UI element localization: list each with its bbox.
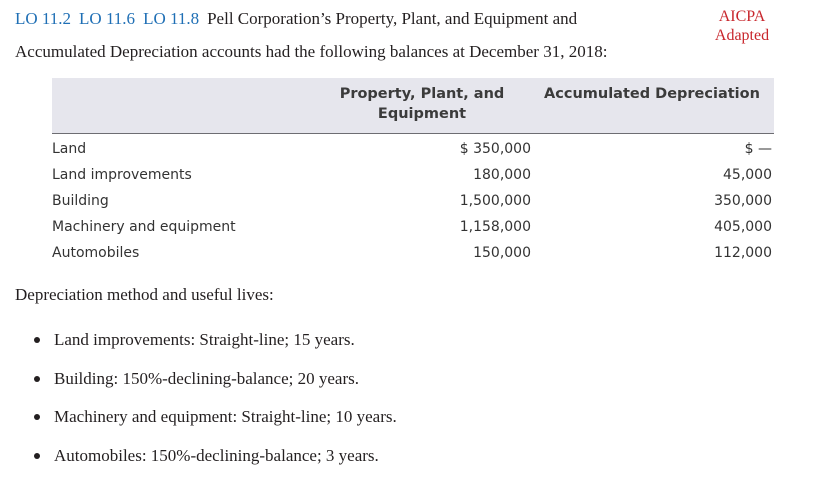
lo-code-link[interactable]: LO 11.8	[143, 9, 200, 28]
row-label: Machinery and equipment	[52, 219, 236, 235]
accum-dep-value: 112,000	[714, 245, 772, 261]
bullet-icon	[34, 414, 40, 420]
accum-dep-value: $ —	[744, 141, 772, 157]
ppe-header-line-2: Equipment	[377, 106, 467, 122]
lo-code-link[interactable]: LO 11.6	[79, 9, 136, 28]
accum-dep-value: 405,000	[714, 219, 772, 235]
row-label: Land improvements	[52, 167, 192, 183]
bullet-icon	[34, 376, 40, 382]
aicpa-adapted-badge	[702, 7, 782, 45]
intro-line-1	[15, 2, 675, 35]
list-item	[30, 403, 397, 442]
adapted-label: Adapted	[714, 27, 770, 44]
ppe-header-line-1: Property, Plant, and	[339, 86, 505, 102]
table-header	[52, 78, 774, 134]
table-row	[52, 241, 774, 267]
list-item	[30, 365, 397, 404]
balances-table	[52, 78, 774, 267]
problem-intro	[15, 2, 675, 68]
list-item-text: Machinery and equipment: Straight-line; 10 years.	[54, 407, 397, 426]
list-item-text: Land improvements: Straight-line; 15 years.	[54, 330, 355, 349]
ppe-value: 150,000	[473, 245, 531, 261]
depreciation-methods-list	[30, 326, 397, 480]
depreciation-methods-title: Depreciation method and useful lives:	[15, 285, 274, 304]
table-row	[52, 215, 774, 241]
ppe-value: 1,158,000	[459, 219, 531, 235]
table-row	[52, 189, 774, 215]
list-item-text: Building: 150%-declining-balance; 20 years.	[54, 368, 359, 388]
table-row	[52, 163, 774, 189]
ppe-value: $ 350,000	[459, 141, 531, 157]
list-item	[30, 326, 397, 365]
aicpa-label: AICPA	[718, 8, 766, 25]
list-item-text: Automobiles: 150%-declining-balance; 3 years.	[54, 445, 379, 465]
ppe-value: 180,000	[473, 167, 531, 183]
table-body	[52, 134, 774, 267]
row-label: Automobiles	[52, 245, 140, 261]
ppe-value: 1,500,000	[459, 193, 531, 209]
table-row	[52, 137, 774, 163]
accum-dep-value: 350,000	[714, 193, 772, 209]
bullet-icon	[34, 453, 40, 459]
ppe-column-header	[322, 84, 522, 124]
lo-code-link[interactable]: LO 11.2	[15, 9, 72, 28]
row-label: Land	[52, 141, 87, 157]
list-item	[30, 442, 397, 481]
accum-dep-column-header: Accumulated Depreciation	[544, 86, 760, 102]
intro-text-1: Pell Corporation’s Property, Plant, and Equipment and	[207, 9, 578, 28]
intro-text-2: Accumulated Depreciation accounts had the following balances at December 31, 2018:	[15, 42, 608, 61]
row-label: Building	[52, 193, 109, 209]
accum-dep-value: 45,000	[723, 167, 772, 183]
bullet-icon	[34, 337, 40, 343]
